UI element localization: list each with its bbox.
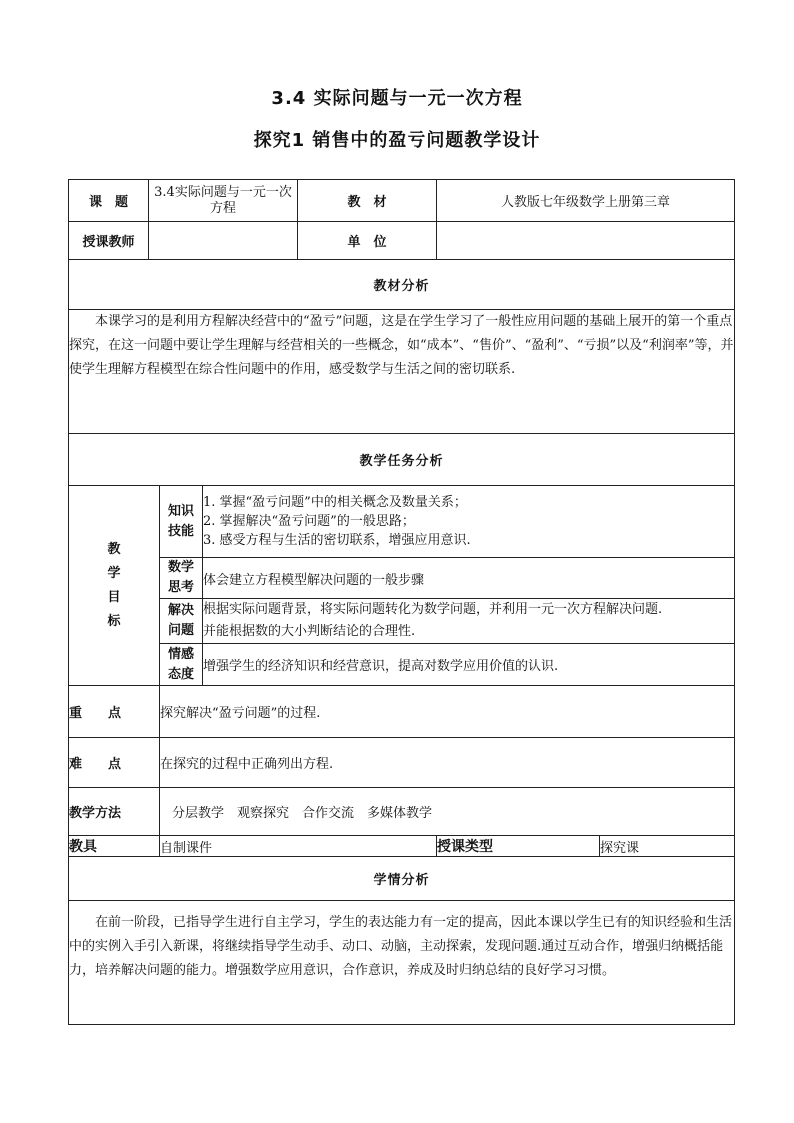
header-row-topic (69, 180, 735, 222)
lesson-plan-table (68, 179, 735, 1025)
textbook-value: 人教版七年级数学上册第三章 (437, 180, 735, 222)
objective-label-knowledge: 知识 技能 (160, 486, 203, 558)
objective-thinking-text: 体会建立方程模型解决问题的一般步骤 (203, 558, 735, 599)
objective-row-thinking (69, 558, 735, 599)
header-row-teacher (69, 222, 735, 260)
material-analysis-heading-row (69, 260, 735, 310)
objective-label-thinking: 数学 思考 (160, 558, 203, 599)
material-analysis-text: 本课学习的是利用方程解决经营中的“盈亏”问题，这是在学生学习了一般性应用问题的基础上展开的第一个重点探究，在这一问题中要让学生理解与经营相关的一些概念，如“成本”、“售价”、“盈利”、“亏损”以及“利润率”等，并使学生理解方程模型在综合性问题中的作用，感受数学与生活之间的密切联系. (69, 310, 735, 434)
unit-label: 单 位 (298, 222, 437, 260)
methods-row (69, 788, 735, 836)
difficulty-text: 在探究的过程中正确列出方程. (160, 738, 735, 788)
topic-label: 课 题 (69, 180, 149, 222)
textbook-label: 教 材 (298, 180, 437, 222)
list-item: 2. 掌握解决“盈亏问题”的一般思路； (203, 514, 415, 529)
objectives-label: 教 学 目 标 (69, 486, 160, 686)
tools-label: 教具 (69, 836, 160, 857)
objective-label-problem: 解决 问题 (160, 599, 203, 644)
methods-label: 教学方法 (69, 788, 160, 836)
document-title: 3.4 实际问题与一元一次方程 (271, 88, 523, 109)
student-analysis-heading-row (69, 857, 735, 901)
unit-value (437, 222, 735, 260)
objective-attitude-text: 增强学生的经济知识和经营意识，提高对数学应用价值的认识. (203, 644, 735, 686)
student-analysis-body-row (69, 901, 735, 1025)
lesson-type-label: 授课类型 (437, 836, 600, 857)
lesson-type-value: 探究课 (600, 836, 735, 857)
student-analysis-text: 在前一阶段，已指导学生进行自主学习，学生的表达能力有一定的提高，因此本课以学生已有的知识经验和生活中的实例入手引入新课，将继续指导学生动手、动口、动脑，主动探索，发现问题.通过互动合作，增强归纳概括能力，培养解决问题的能力。增强数学应用意识，合作意识，养成及时归纳总结的良好学习习惯。 (69, 901, 735, 1025)
key-point-text: 探究解决“盈亏问题”的过程. (160, 686, 735, 738)
teacher-label: 授课教师 (69, 222, 149, 260)
key-point-label: 重 点 (69, 686, 160, 738)
list-item: 1. 掌握“盈亏问题”中的相关概念及数量关系； (203, 495, 467, 510)
tools-row (69, 836, 735, 857)
document-subtitle: 探究1 销售中的盈亏问题教学设计 (253, 130, 541, 151)
material-analysis-body-row (69, 310, 735, 434)
key-point-row (69, 686, 735, 738)
task-analysis-heading-row (69, 434, 735, 486)
objective-row-knowledge (69, 486, 735, 558)
difficulty-row (69, 738, 735, 788)
difficulty-label: 难 点 (69, 738, 160, 788)
tools-value: 自制课件 (160, 836, 437, 857)
task-analysis-heading: 教学任务分析 (69, 434, 735, 486)
list-item: 3. 感受方程与生活的密切联系，增强应用意识. (203, 533, 471, 548)
teacher-value (149, 222, 298, 260)
methods-text: 分层教学 观察探究 合作交流 多媒体教学 (160, 788, 735, 836)
student-analysis-heading: 学情分析 (69, 857, 735, 901)
objective-row-problem (69, 599, 735, 644)
material-analysis-heading: 教材分析 (69, 260, 735, 310)
objective-knowledge-items (203, 486, 735, 558)
objective-label-attitude: 情感 态度 (160, 644, 203, 686)
objective-row-attitude (69, 644, 735, 686)
objective-problem-text: 根据实际问题背景，将实际问题转化为数学问题，并利用一元一次方程解决问题. 并能根据数的大小判断结论的合理性. (203, 599, 735, 644)
topic-value: 3.4实际问题与一元一次方程 (149, 180, 298, 222)
